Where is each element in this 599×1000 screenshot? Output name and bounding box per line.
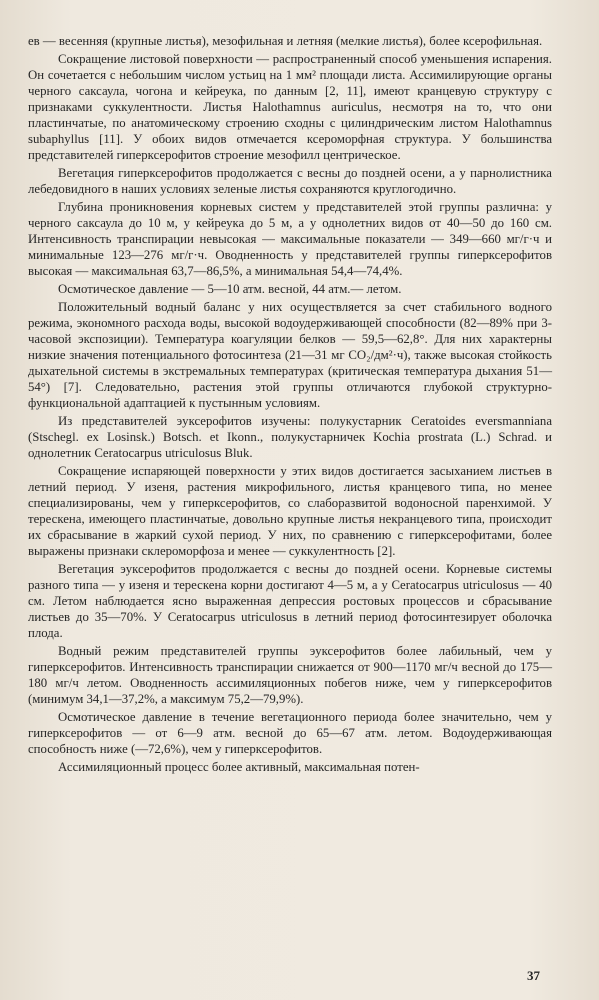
paragraph-euxerophytes-studied: Из представителей эуксерофитов изучены: полукустарник Ceratoides eversmanniana (Stschegl. ex Losinsk.) Botsch. et Ikonn., полукустарничек Kochia prostrata (L.) Schrad. и однолетник Ceratocarpus utriculosus Bluk. <box>28 414 552 460</box>
paragraph-euxerophyte-vegetation: Вегетация эуксерофитов продолжается с весны до поздней осени. Корневые системы разного типа — у изеня и терескена корни достигают 4—5 м, а у Ceratocarpus utriculosus — 40 см. Летом наблюдается ясно выраженная депрессия ростовых процессов и сбрасывание листьев до 35—70%. У Ceratocarpus utriculosus в летний период фотосинтезирует оболочка плода. <box>28 562 552 640</box>
page-number: 37 <box>527 968 540 983</box>
paragraph-osmotic-pressure: Осмотическое давление — 5—10 атм. весной, 44 атм.— летом. <box>58 282 402 296</box>
body-text <box>28 33 552 777</box>
paragraph-evaporating-surface: Сокращение испаряющей поверхности у этих видов достигается засыханием листьев в летний период. У изеня, растения микрофильного, листья кранцевого типа, но менее специализированы, чем у гиперксерофитов, со слаборазвитой водоносной паренхимой. У терескена, имеющего пластинчатые, довольно крупные листья некранцевого типа, происходит их сбрасывание в жаркий сухой период. У них, по сравнению с гиперксерофитами, более выражены признаки склероморфоза и менее — суккулентность [2]. <box>28 464 552 558</box>
paragraph-water-regime: Водный режим представителей группы эуксерофитов более лабильный, чем у гиперксерофитов. Интенсивность транспирации снижается от 900—1170 мг/ч весной до 175—180 мг/ч летом. Оводненность ассимиляционных побегов ниже, чем у гиперксерофитов (минимум 34,1—37,2%, а максимум 75,2—79,9%). <box>28 644 552 706</box>
paragraph-root-depth: Глубина проникновения корневых систем у представителей этой группы различна: у черного саксаула до 10 м, у кейреука до 5 м, а у однолетних видов от 40—50 до 160 см. Интенсивность транспирации невысокая — максимальные показатели — 349—660 мг/г·ч и минимальные 123—276 мг/г·ч. Оводненность у представителей группы гиперксерофитов высокая — максимальная 63,7—86,5%, а минимальная 54,4—74,4%. <box>28 200 552 278</box>
paragraph-osmotic-season: Осмотическое давление в течение вегетационного периода более значительно, чем у гиперксерофитов — от 6—9 атм. весной до 65—67 атм. летом. Водоудерживающая способность ниже (—72,6%), чем у гиперксерофитов. <box>28 710 552 756</box>
paragraph-leaf-surface: Сокращение листовой поверхности — распространенный способ уменьшения испарения. Он сочетается с небольшим числом устьиц на 1 мм² площади листа. Ассимилирующие органы черного саксаула, чогона и кейреука, по данным [2, 11], имеют кранцевую структуру с признаками суккулентности. Листья Halothamnus auriculus, несмотря на то, что они пластинчатые, по анатомическому строению сходны с цилиндрическим листом Halothamnus subaphyllus [11]. У обоих видов отмечается ксероморфная структура. У большинства представителей гиперксерофитов строение мезофилл центрическое. <box>28 52 552 162</box>
paragraph-hyperxerophyte-vegetation: Вегетация гиперксерофитов продолжается с весны до поздней осени, а у парнолистника лебедовидного в наших условиях зеленые листья сохраняются круглогодично. <box>28 166 552 196</box>
paragraph-continuation: ев — весенняя (крупные листья), мезофильная и летняя (мелкие листья), более ксерофильная. <box>28 34 543 48</box>
paragraph-water-balance: Положительный водный баланс у них осуществляется за счет стабильного водного режима, экономного расхода воды, высокой водоудерживающей способности (82—89% при 3-часовой экспозиции). Температура коагуляции белков — 59,5—62,8°. Для них характерны низкие значения потенциального фотосинтеза (21—31 мг CO₂/дм²·ч), также высокая стойкость дыхательной системы в экстремальных температурах (критическая температура дыхания 51—54°) [7]. Следовательно, растения этой группы отличаются глубокой структурно-функциональной адаптацией к пустынным условиям. <box>28 300 552 410</box>
paragraph-assimilation: Ассимиляционный процесс более активный, максимальная потен- <box>58 760 420 774</box>
